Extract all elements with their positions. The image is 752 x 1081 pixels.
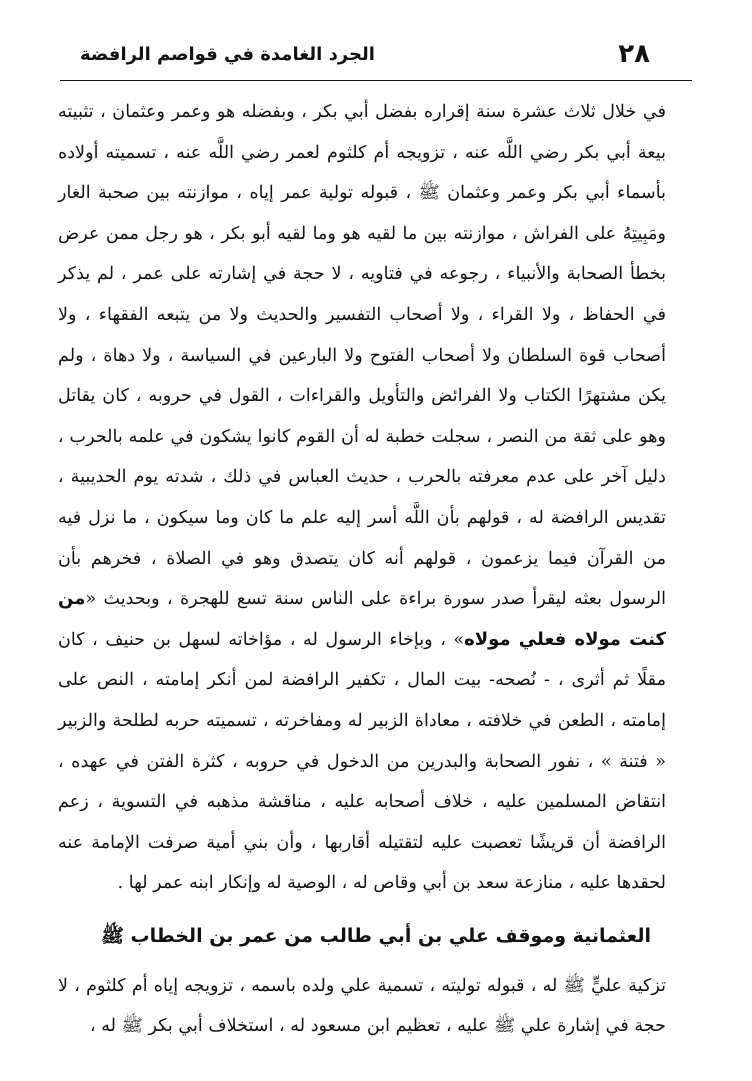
inline-hadith-quote: من كنت مولاه فعلي مولاه (58, 588, 667, 650)
running-title: الجرد الغامدة في قواصم الرافضة (80, 44, 375, 65)
paragraph-2: تزكية عليٍّ ﷺ له ، قبوله توليته ، تسمية علي ولده باسمه ، تزويجه إياه أم كلثوم ، لا حجة في إشارة علي ﷺ عليه ، تعظيم ابن مسعود له ، استخلاف أبي بكر ﷺ له ، (58, 976, 666, 1036)
page-number: ٢٨ (618, 39, 650, 69)
paragraph-1-part-b: » ، وبإخاء الرسول له ، مؤاخاته لسهل بن حنيف ، كان مقلًا ثم أثرى ، - نُصحه- بيت المال ، تكفير الرافضة لمن أنكر إمامته ، النص على إمامته ، الطعن في خلافته ، معاداة الزبير له ومفاخرته ، تسميته حربه لطلحة والزبير « فتنة » ، نفور الصحابة والبدرين من الدخول في حروبه ، كثرة الفتن في عهده ، انتقاض المسلمين عليه ، خلاف أصحابه عليه ، مناقشة مذهبه في التسوية ، زعم الرافضة أن قريشًا تعصبت عليه لتقتيله أقاربها ، وأن بني أمية صرفت الإمامة عنه لحقدها عليه ، منازعة سعد بن أبي وقاص له ، الوصية له وإنكار ابنه عمر لها . (58, 629, 666, 894)
page-header (80, 34, 672, 80)
section-heading: العثمانية وموقف علي بن أبي طالب من عمر بن الخطاب ﷺ (100, 925, 652, 947)
main-paragraph (58, 92, 666, 904)
paragraph-1 (58, 92, 666, 904)
header-divider (60, 80, 692, 81)
second-paragraph (58, 966, 666, 1046)
paragraph-1-part-a: في خلال ثلاث عشرة سنة إقراره بفضل أبي بكر ، وبفضله هو وعمر وعثمان ، تثبيته بيعة أبي بكر رضي اللَّه عنه ، تزويجه أم كلثوم لعمر رضي اللَّه عنه ، تسميته أولاده بأسماء أبي بكر وعمر وعثمان ﷺ ، قبوله تولية عمر إياه ، موازنته بين صحبة الغار ومَبِيتِهُ على الفراش ، موازنته بين ما لقيه هو وما لقيه أبو بكر ، هو رجل ممن عرض بخطأ الصحابة والأنبياء ، رجوعه في فتاويه ، لا حجة في إشارته على عمر ، لم يذكر في الحفاظ ، ولا القراء ، ولا أصحاب التفسير والحديث ولا من يتبعه الفقهاء ، ولا أصحاب قوة السلطان ولا أصحاب الفتوح ولا البارعين في السياسة ، ولا دهاة ، ولم يكن مشتهرًا الكتاب ولا الفرائض والتأويل والقراءات ، القول في حروبه ، كان يقاتل وهو على ثقة من النصر ، سجلت خطبة له أن القوم كانوا يشكون في علمه بالحرب ، دليل آخر على عدم معرفته بالحرب ، حديث العباس في ذلك ، شدته يوم الحديبية ، تقديس الرافضة له ، قولهم بأن اللَّه أسر إليه علم ما كان وما سيكون ، ما نزل فيه من القرآن فيما يزعمون ، قولهم أنه كان يتصدق وهو في الصلاة ، فخرهم بأن الرسول بعثه ليقرأ صدر سورة براءة على الناس سنة تسع للهجرة ، وبحديث « (58, 102, 666, 610)
